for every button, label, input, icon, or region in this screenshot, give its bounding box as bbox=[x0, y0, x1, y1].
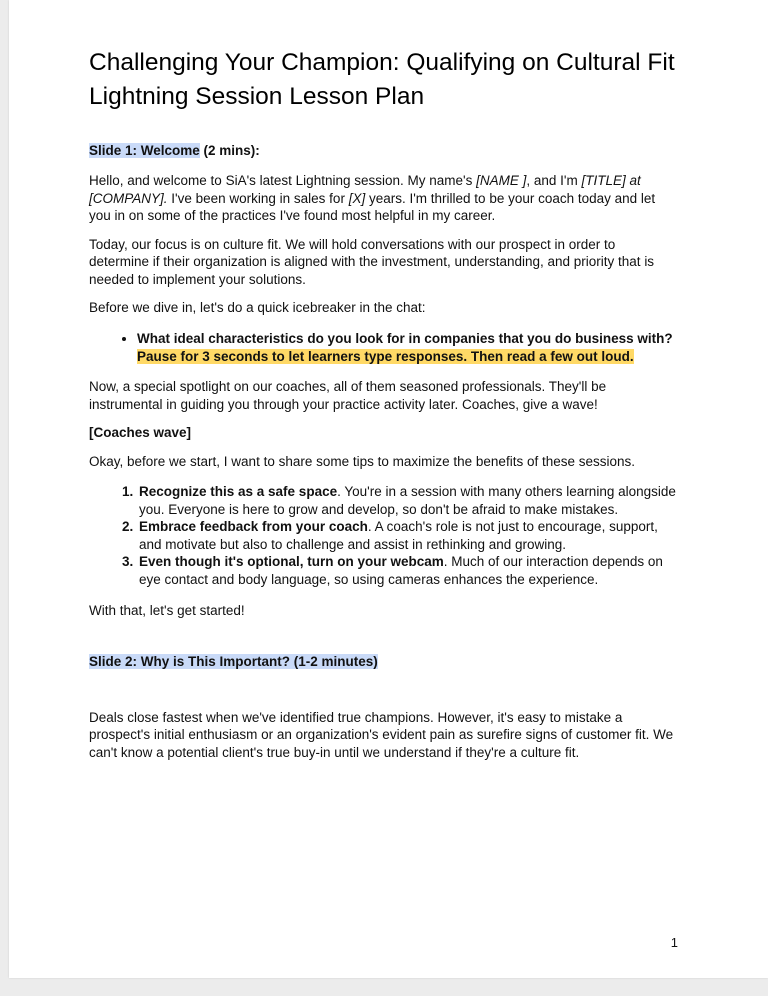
list-item bbox=[137, 553, 676, 588]
slide1-heading bbox=[89, 142, 676, 160]
document-title: Challenging Your Champion: Qualifying on Cultural Fit Lightning Session Lesson Plan bbox=[89, 49, 675, 110]
paragraph-icebreaker: Before we dive in, let's do a quick icebreaker in the chat: bbox=[89, 300, 426, 316]
slide2-heading bbox=[89, 653, 676, 671]
paragraph-intro bbox=[89, 172, 676, 225]
facilitator-note-highlighted: Pause for 3 seconds to let learners type responses. Then read a few out loud. bbox=[137, 348, 634, 364]
paragraph-get-started: With that, let's get started! bbox=[89, 602, 245, 618]
slide2-heading-highlighted-text: Slide 2: Why is This Important? (1-2 minutes) bbox=[89, 654, 378, 670]
text-segment: years. I'm thrilled to be your coach today and let you in on some of the practices I've found most helpful in my career. bbox=[89, 190, 656, 224]
document-page[interactable] bbox=[9, 0, 768, 978]
slide1-heading-highlighted-text: Slide 1: Welcome bbox=[89, 142, 200, 158]
tip-body: . You're in a session with many others learning alongside you. Everyone is here to grow and develop, so don't be afraid to make mistakes. bbox=[139, 484, 676, 517]
paragraph-coach-spotlight: Now, a special spotlight on our coaches, all of them seasoned professionals. They'll be instrumental in guiding you through your practice activity later. Coaches, give a wave! bbox=[89, 379, 607, 412]
tip-title: Recognize this as a safe space bbox=[139, 484, 338, 500]
placeholder-title-company: [TITLE] at [COMPANY]. bbox=[89, 173, 641, 206]
list-item bbox=[137, 483, 676, 518]
icebreaker-question: What ideal characteristics do you look for in companies that you do business with? bbox=[137, 330, 673, 346]
document-content bbox=[9, 0, 768, 761]
placeholder-years: [X] bbox=[348, 190, 366, 206]
icebreaker-bullet-list bbox=[89, 330, 676, 365]
tip-title: Embrace feedback from your coach bbox=[139, 519, 368, 535]
paragraph-tips-intro: Okay, before we start, I want to share some tips to maximize the benefits of these sessions. bbox=[89, 453, 635, 469]
list-item bbox=[137, 518, 676, 553]
tip-body: . A coach's role is not just to encourage, support, and motivate but also to challenge and assist in rethinking and growing. bbox=[139, 519, 658, 552]
tip-body: . Much of our interaction depends on eye contact and body language, so using cameras enhances the experience. bbox=[139, 554, 663, 587]
text-segment: Hello, and welcome to SiA's latest Lightning session. My name's bbox=[89, 173, 477, 189]
paragraph-deals: Deals close fastest when we've identified true champions. However, it's easy to mistake a prospect's initial enthusiasm or an organization's evident pain as surefire signs of customer fit. We can't know a potential client's true buy-in until we understand if they're a culture fit. bbox=[89, 709, 674, 760]
text-segment: I've been working in sales for bbox=[167, 190, 349, 206]
list-item bbox=[137, 330, 676, 365]
tip-title: Even though it's optional, turn on your webcam bbox=[139, 554, 444, 570]
paragraph-focus: Today, our focus is on culture fit. We will hold conversations with our prospect in order to determine if their organization is aligned with the investment, understanding, and priority that is needed to implement your solutions. bbox=[89, 236, 655, 287]
stage-direction-coaches-wave: [Coaches wave] bbox=[89, 425, 192, 441]
page-number: 1 bbox=[670, 935, 678, 950]
slide1-heading-duration: (2 mins): bbox=[199, 142, 260, 158]
text-segment: , and I'm bbox=[526, 173, 582, 189]
placeholder-name: [NAME ] bbox=[476, 173, 527, 189]
tips-numbered-list bbox=[89, 483, 676, 588]
